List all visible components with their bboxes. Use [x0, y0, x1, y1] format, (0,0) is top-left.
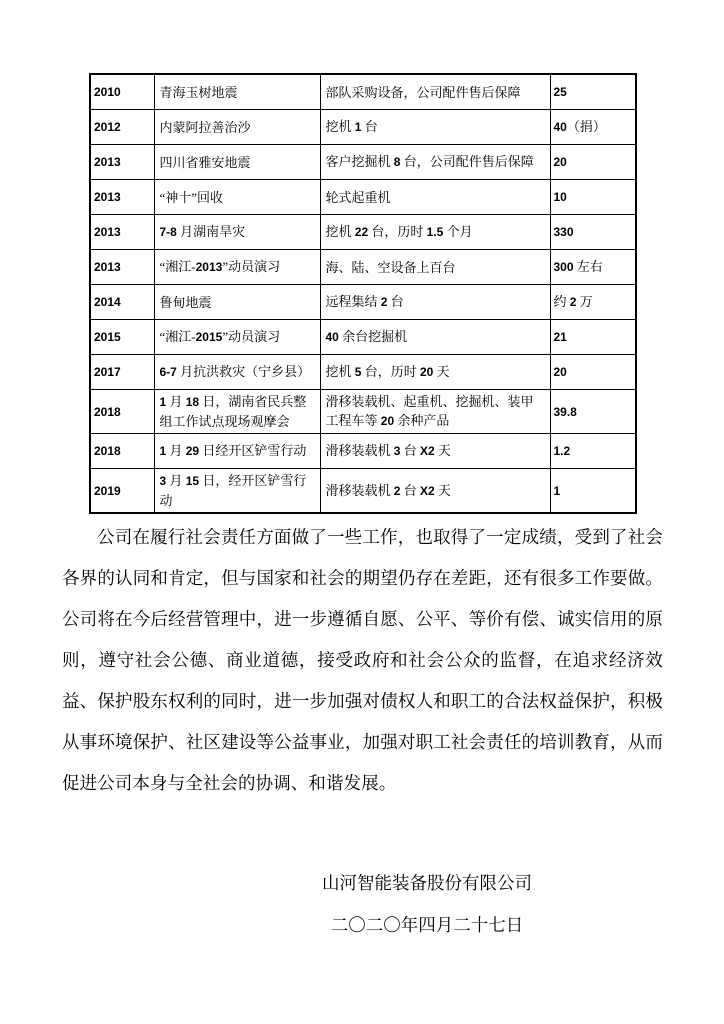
cell-equipment: 滑移装载机 3 台 X2 天 [320, 434, 550, 469]
cell-year: 2014 [90, 285, 154, 320]
cell-value: 25 [550, 74, 636, 110]
table-row [90, 469, 636, 514]
cell-equipment: 海、陆、空设备上百台 [320, 250, 550, 285]
table-row [90, 74, 636, 110]
cell-year: 2010 [90, 74, 154, 110]
cell-value: 40（捐） [550, 110, 636, 145]
signature-company: 山河智能装备股份有限公司 [322, 873, 532, 893]
cell-value: 1.2 [550, 434, 636, 469]
cell-value: 330 [550, 215, 636, 250]
cell-year: 2018 [90, 434, 154, 469]
cell-equipment: 滑移装载机、起重机、挖掘机、装甲工程车等 20 余种产品 [320, 390, 550, 434]
csr-contributions-table [89, 73, 637, 514]
cell-event: 鲁甸地震 [154, 285, 320, 320]
signature-date: 二〇二〇年四月二十七日 [330, 915, 524, 935]
cell-event: 内蒙阿拉善治沙 [154, 110, 320, 145]
cell-event: “神十”回收 [154, 180, 320, 215]
cell-value: 约 2 万 [550, 285, 636, 320]
cell-value: 20 [550, 355, 636, 390]
cell-value: 10 [550, 180, 636, 215]
cell-year: 2012 [90, 110, 154, 145]
cell-equipment: 挖机 22 台，历时 1.5 个月 [320, 215, 550, 250]
table-row [90, 390, 636, 434]
cell-equipment: 挖机 5 台，历时 20 天 [320, 355, 550, 390]
table-row [90, 320, 636, 355]
cell-year: 2013 [90, 180, 154, 215]
cell-year: 2019 [90, 469, 154, 514]
cell-event: 青海玉树地震 [154, 74, 320, 110]
cell-year: 2013 [90, 215, 154, 250]
cell-year: 2013 [90, 145, 154, 180]
cell-event: “湘江-2015”动员演习 [154, 320, 320, 355]
cell-event: 6-7 月抗洪救灾（宁乡县） [154, 355, 320, 390]
cell-equipment: 轮式起重机 [320, 180, 550, 215]
cell-value: 20 [550, 145, 636, 180]
cell-value: 1 [550, 469, 636, 514]
cell-event: 3 月 15 日，经开区铲雪行动 [154, 469, 320, 514]
cell-event: 7-8 月湖南旱灾 [154, 215, 320, 250]
cell-year: 2013 [90, 250, 154, 285]
cell-equipment: 挖机 1 台 [320, 110, 550, 145]
cell-equipment: 滑移装载机 2 台 X2 天 [320, 469, 550, 514]
table-row [90, 355, 636, 390]
table-row [90, 145, 636, 180]
table-body [90, 74, 636, 513]
table-row [90, 434, 636, 469]
cell-year: 2015 [90, 320, 154, 355]
table-row [90, 250, 636, 285]
cell-event: 1 月 18 日，湖南省民兵整组工作试点现场观摩会 [154, 390, 320, 434]
cell-event: “湘江-2013”动员演习 [154, 250, 320, 285]
cell-value: 21 [550, 320, 636, 355]
cell-value: 300 左右 [550, 250, 636, 285]
table-row [90, 285, 636, 320]
cell-event: 1 月 29 日经开区铲雪行动 [154, 434, 320, 469]
table-row [90, 180, 636, 215]
cell-equipment: 远程集结 2 台 [320, 285, 550, 320]
cell-value: 39.8 [550, 390, 636, 434]
cell-equipment: 40 余台挖掘机 [320, 320, 550, 355]
cell-equipment: 客户挖掘机 8 台，公司配件售后保障 [320, 145, 550, 180]
cell-equipment: 部队采购设备，公司配件售后保障 [320, 74, 550, 110]
cell-event: 四川省雅安地震 [154, 145, 320, 180]
table-row [90, 110, 636, 145]
table-row [90, 215, 636, 250]
cell-year: 2017 [90, 355, 154, 390]
cell-year: 2018 [90, 390, 154, 434]
csr-summary-paragraph: 公司在履行社会责任方面做了一些工作，也取得了一定成绩，受到了社会各界的认同和肯定，但与国家和社会的期望仍存在差距，还有很多工作要做。公司将在今后经营管理中，进一步遵循自愿、公平、等价有偿、诚实信用的原则，遵守社会公德、商业道德，接受政府和社会公众的监督，在追求经济效益、保护股东权利的同时，进一步加强对债权人和职工的合法权益保护，积极从事环境保护、社区建设等公益事业，加强对职工社会责任的培训教育，从而促进公司本身与全社会的协调、和谐发展。 [62, 527, 663, 793]
